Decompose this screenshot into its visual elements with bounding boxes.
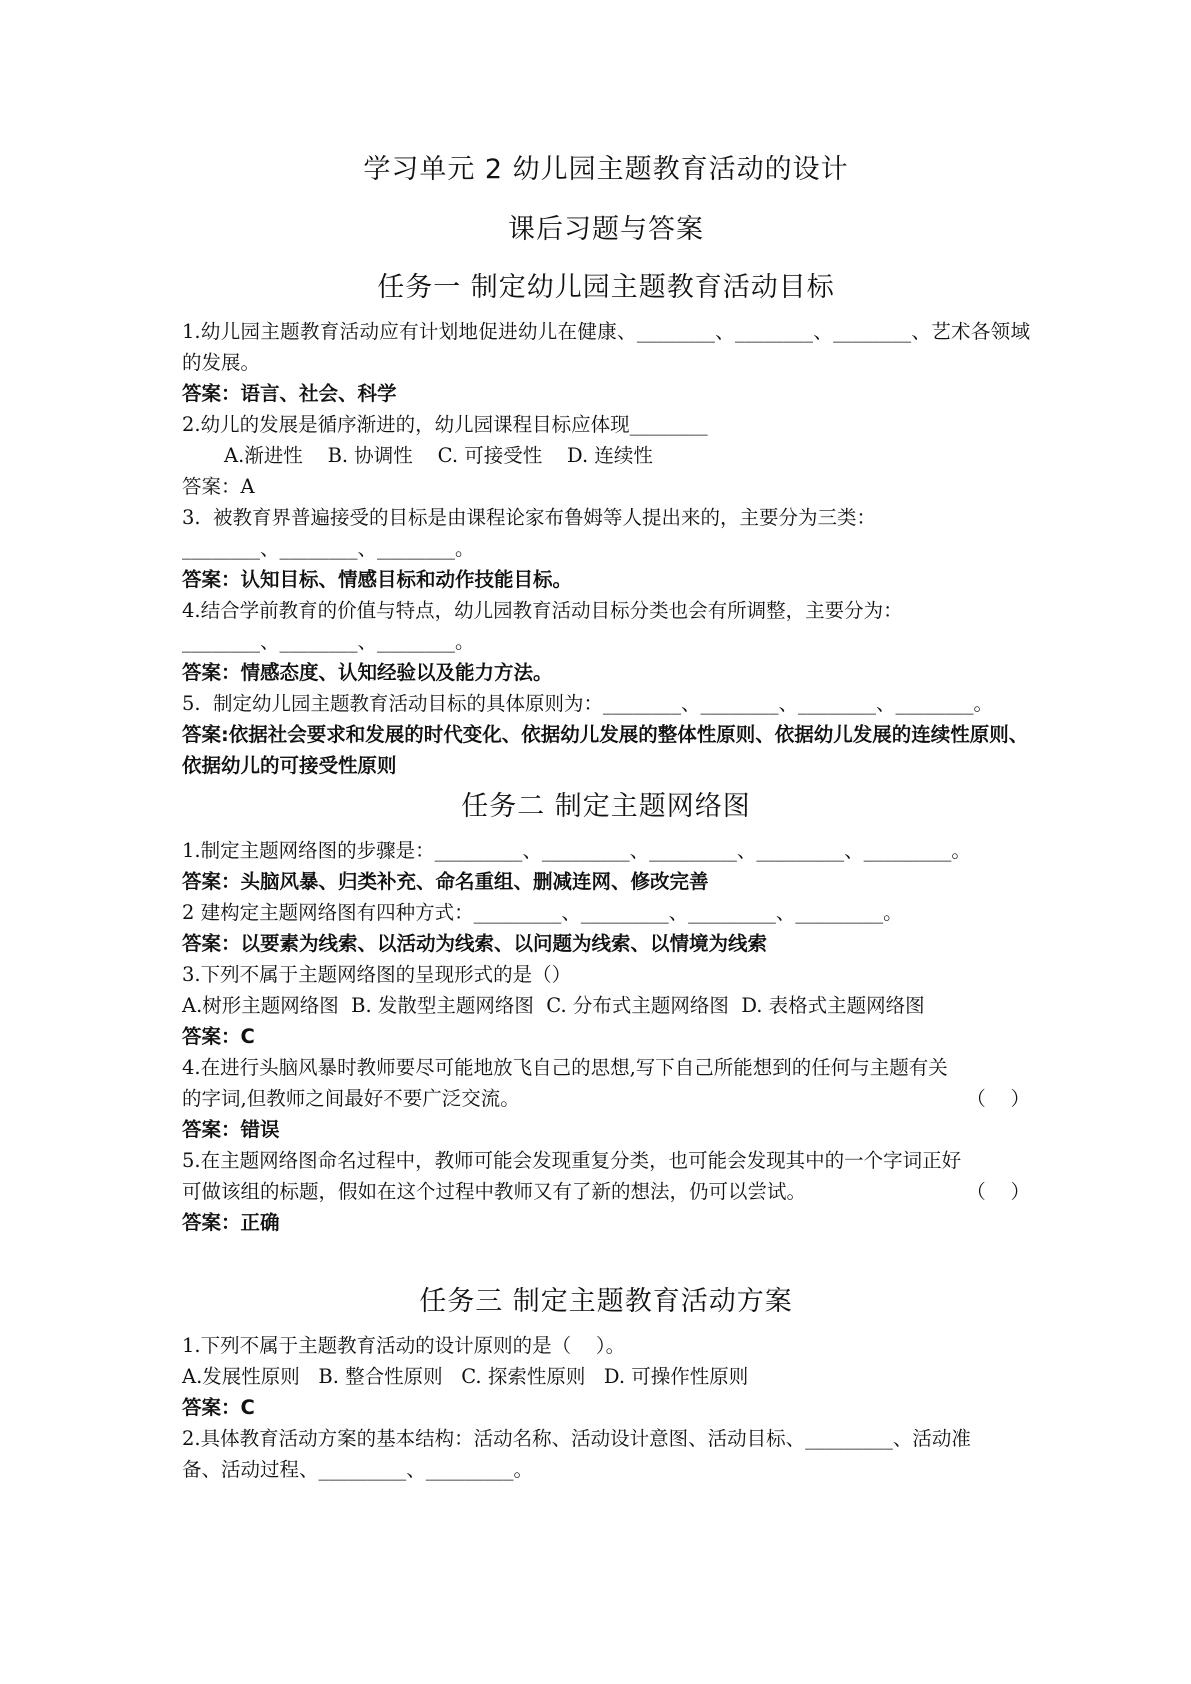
task1-question-3-line2: ________、________、________。 (182, 537, 475, 560)
task1-question-5: 5. 制定幼儿园主题教育活动目标的具体原则为：________、________、________、________。 (182, 692, 994, 715)
task2-answer-3: 答案：C (182, 1025, 255, 1048)
task2-question-3: 3.下列不属于主题网络图的呈现形式的是（） (182, 963, 572, 986)
task2-question-3-options: A.树形主题网络图 B. 发散型主题网络图 C. 分布式主题网络图 D. 表格式主题网络图 (182, 994, 925, 1017)
task1-question-4-line2: ________、________、________。 (182, 630, 475, 653)
task3-section (182, 1282, 1030, 1485)
task2-question-4-line2-row (182, 1083, 1030, 1114)
task2-question-4-answer-blank: （ ） (966, 1087, 1030, 1110)
task2-question-5-answer-blank: （ ） (966, 1180, 1030, 1203)
task1-question-1: 1.幼儿园主题教育活动应有计划地促进幼儿在健康、________、________、________、艺术各领域的发展。 (182, 320, 1030, 374)
task1-question-2-options: A.渐进性 B. 协调性 C. 可接受性 D. 连续性 (224, 444, 653, 467)
document-subtitle: 课后习题与答案 (508, 214, 704, 245)
task2-question-5-line2-row (182, 1176, 1030, 1207)
task2-question-4-line2: 的字词,但教师之间最好不要广泛交流。 (182, 1087, 520, 1110)
task2-question-5-line2: 可做该组的标题，假如在这个过程中教师又有了新的想法，仍可以尝试。 (182, 1180, 807, 1203)
task1-section (182, 268, 1030, 781)
task1-question-3-line1: 3. 被教育界普遍接受的目标是由课程论家布鲁姆等人提出来的，主要分为三类： (182, 506, 877, 529)
task2-question-4-line1: 4.在进行头脑风暴时教师要尽可能地放飞自己的思想,写下自己所能想到的任何与主题有关 (182, 1056, 948, 1079)
document-page (182, 150, 1030, 1485)
task3-heading: 任务三 制定主题教育活动方案 (419, 1286, 793, 1317)
task1-question-2: 2.幼儿的发展是循序渐进的，幼儿园课程目标应体现________ (182, 413, 708, 436)
task1-answer-2: 答案：A (182, 475, 255, 498)
task2-heading: 任务二 制定主题网络图 (461, 791, 751, 822)
task3-question-1-options: A.发展性原则 B. 整合性原则 C. 探索性原则 D. 可操作性原则 (182, 1365, 749, 1388)
task2-question-1: 1.制定主题网络图的步骤是：_________、_________、_________、_________、_________。 (182, 839, 971, 862)
task2-answer-4: 答案：错误 (182, 1118, 280, 1141)
task2-question-5-line1: 5.在主题网络图命名过程中，教师可能会发现重复分类，也可能会发现其中的一个字词正好 (182, 1149, 962, 1172)
task1-answer-4: 答案：情感态度、认知经验以及能力方法。 (182, 661, 553, 684)
task3-answer-1: 答案：C (182, 1396, 255, 1419)
task3-question-2-line2: 备、活动过程、_________、_________。 (182, 1458, 534, 1481)
task2-question-2: 2 建构定主题网络图有四种方式：_________、_________、_________、_________。 (182, 901, 903, 924)
task1-answer-3: 答案：认知目标、情感目标和动作技能目标。 (182, 568, 573, 591)
task2-section (182, 787, 1030, 1238)
task1-heading: 任务一 制定幼儿园主题教育活动目标 (377, 272, 835, 303)
task1-question-4-line1: 4.结合学前教育的价值与特点，幼儿园教育活动目标分类也会有所调整，主要分为： (182, 599, 903, 622)
task2-answer-5: 答案：正确 (182, 1211, 280, 1234)
task3-question-1: 1.下列不属于主题教育活动的设计原则的是（ ）。 (182, 1334, 626, 1357)
document-title: 学习单元 2 幼儿园主题教育活动的设计 (363, 154, 849, 185)
task1-answer-1: 答案：语言、社会、科学 (182, 382, 397, 405)
task2-answer-2: 答案：以要素为线索、以活动为线索、以问题为线索、以情境为线索 (182, 932, 768, 955)
task2-answer-1: 答案：头脑风暴、归类补充、命名重组、删减连网、修改完善 (182, 870, 709, 893)
task3-question-2-line1: 2.具体教育活动方案的基本结构：活动名称、活动设计意图、活动目标、_________、活动准 (182, 1427, 971, 1450)
task1-answer-5: 答案:依据社会要求和发展的时代变化、依据幼儿发展的整体性原则、依据幼儿发展的连续性原则、依据幼儿的可接受性原则 (182, 723, 1029, 777)
